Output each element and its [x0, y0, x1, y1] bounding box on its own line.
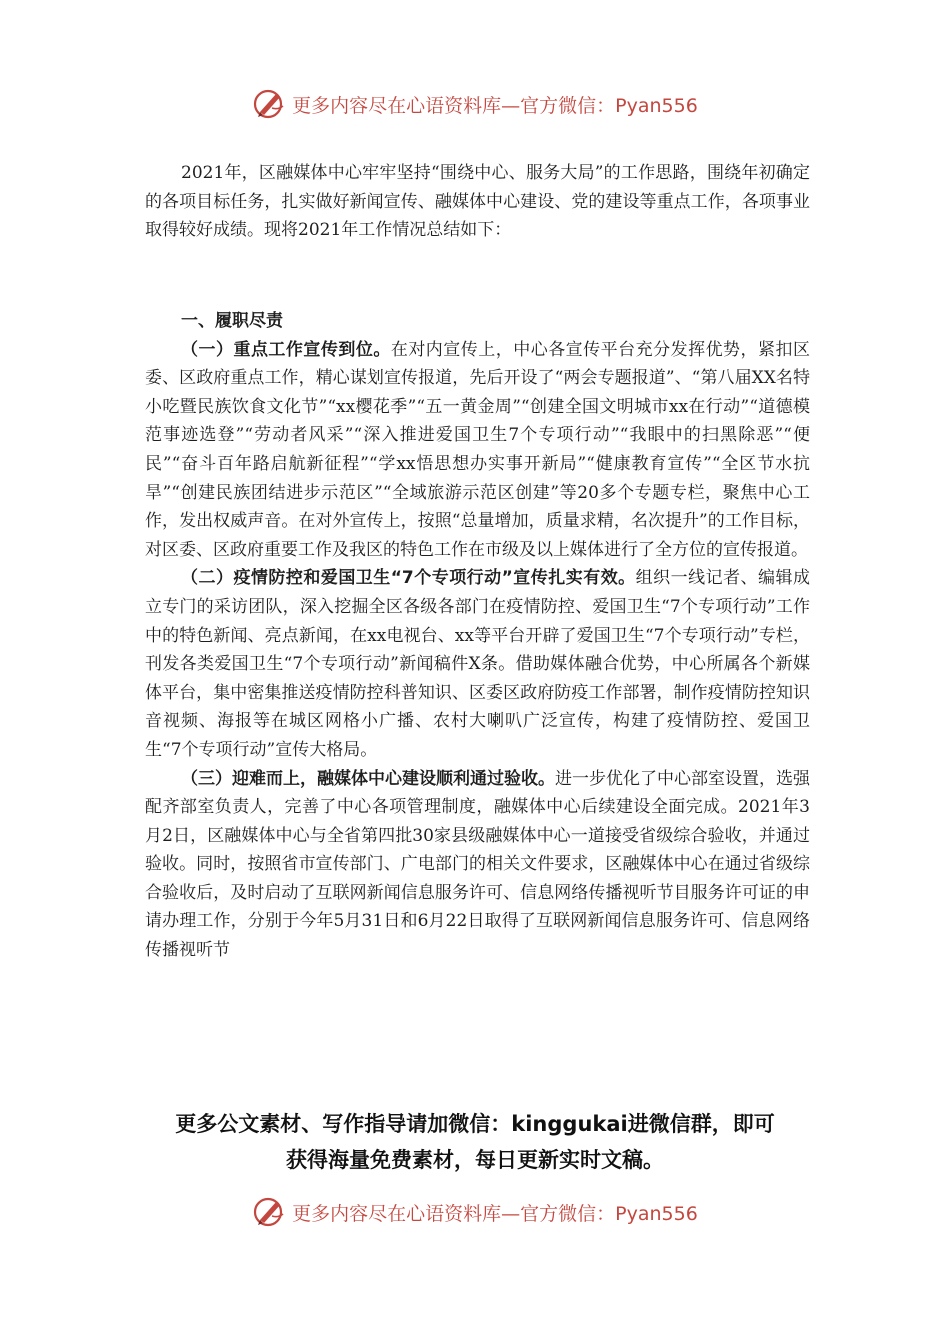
promo-line-1: 更多公文素材、写作指导请加微信：kinggukai进微信群，即可	[175, 1112, 775, 1136]
banner-account: Pyan556	[615, 1202, 698, 1225]
banner-text	[292, 91, 698, 118]
item-3-text: 进一步优化了中心部室设置，选强配齐部室负责人，完善了中心各项管理制度，融媒体中心后续建设全面完成。2021年3月2日，区融媒体中心与全省第四批30家县级融媒体中心一道接受省级综合验收，并通过验收。同时，按照省市宣传部门、广电部门的相关文件要求，区融媒体中心在通过省级综合验收后，及时启动了互联网新闻信息服务许可、信息网络传播视听节目服务许可证的申请办理工作，分别于今年5月31日和6月22日取得了互联网新闻信息服务许可、信息网络传播视听节	[145, 768, 810, 961]
promo-line-2: 获得海量免费素材，每日更新实时文稿。	[286, 1148, 664, 1172]
banner-account: Pyan556	[615, 94, 698, 117]
paragraph-item-2	[145, 564, 810, 764]
paragraph-item-3	[145, 765, 810, 965]
banner-label: 更多内容尽在心语资料库—官方微信：	[292, 94, 616, 117]
item-2-text: 组织一线记者、编辑成立专门的采访团队，深入挖掘全区各级各部门在疫情防控、爱国卫生“7个专项行动”工作中的特色新闻、亮点新闻，在xx电视台、xx等平台开辟了爱国卫生“7个专项行动”专栏，刊发各类爱国卫生“7个专项行动”新闻稿件X条。借助媒体融合优势，中心所属各个新媒体平台，集中密集推送疫情防控科普知识、区委区政府防疫工作部署，制作疫情防控知识音视频、海报等在城区网格小广播、农村大喇叭广泛宣传，构建了疫情防控、爱国卫生“7个专项行动”宣传大格局。	[145, 568, 810, 760]
paragraph-item-1	[145, 336, 810, 565]
section-performance	[145, 307, 810, 965]
footer-banner	[0, 1192, 950, 1232]
item-1-text: 在对内宣传上，中心各宣传平台充分发挥优势，紧扣区委、区政府重点工作，精心谋划宣传报道，先后开设了“两会专题报道”、“第八届XX名特小吃暨民族饮食文化节”“xx樱花季”“五一黄金周”“创建全国文明城市xx在行动”“道德模范事迹选登”“劳动者风采”“深入推进爱国卫生7个专项行动”“我眼中的扫黑除恶”“便民”“奋斗百年路启航新征程”“学xx悟思想办实事开新局”“健康教育宣传”“全区节水抗旱”“创建民族团结进步示范区”“全域旅游示范区创建”等20多个专题专栏，聚焦中心工作，发出权威声音。在对外宣传上，按照“总量增加，质量求精，名次提升”的工作目标，对区委、区政府重要工作及我区的特色工作在市级及以上媒体进行了全方位的宣传报道。	[145, 339, 810, 560]
header-banner	[0, 84, 950, 124]
pen-logo-icon	[252, 1194, 288, 1230]
item-2-title: （二）疫情防控和爱国卫生“7个专项行动”宣传扎实有效。	[181, 568, 636, 589]
promo-block	[100, 1106, 850, 1178]
item-3-title: （三）迎难而上，融媒体中心建设顺利通过验收。	[181, 768, 555, 789]
intro-block	[145, 159, 810, 245]
banner-label: 更多内容尽在心语资料库—官方微信：	[292, 1202, 616, 1225]
pen-logo-icon	[252, 86, 288, 122]
intro-paragraph: 2021年，区融媒体中心牢牢坚持“围绕中心、服务大局”的工作思路，围绕年初确定的各项目标任务，扎实做好新闻宣传、融媒体中心建设、党的建设等重点工作，各项事业取得较好成绩。现将2021年工作情况总结如下：	[145, 163, 810, 241]
banner-text	[292, 1199, 698, 1226]
item-1-title: （一）重点工作宣传到位。	[181, 339, 391, 360]
section-heading: 一、履职尽责	[181, 311, 283, 331]
